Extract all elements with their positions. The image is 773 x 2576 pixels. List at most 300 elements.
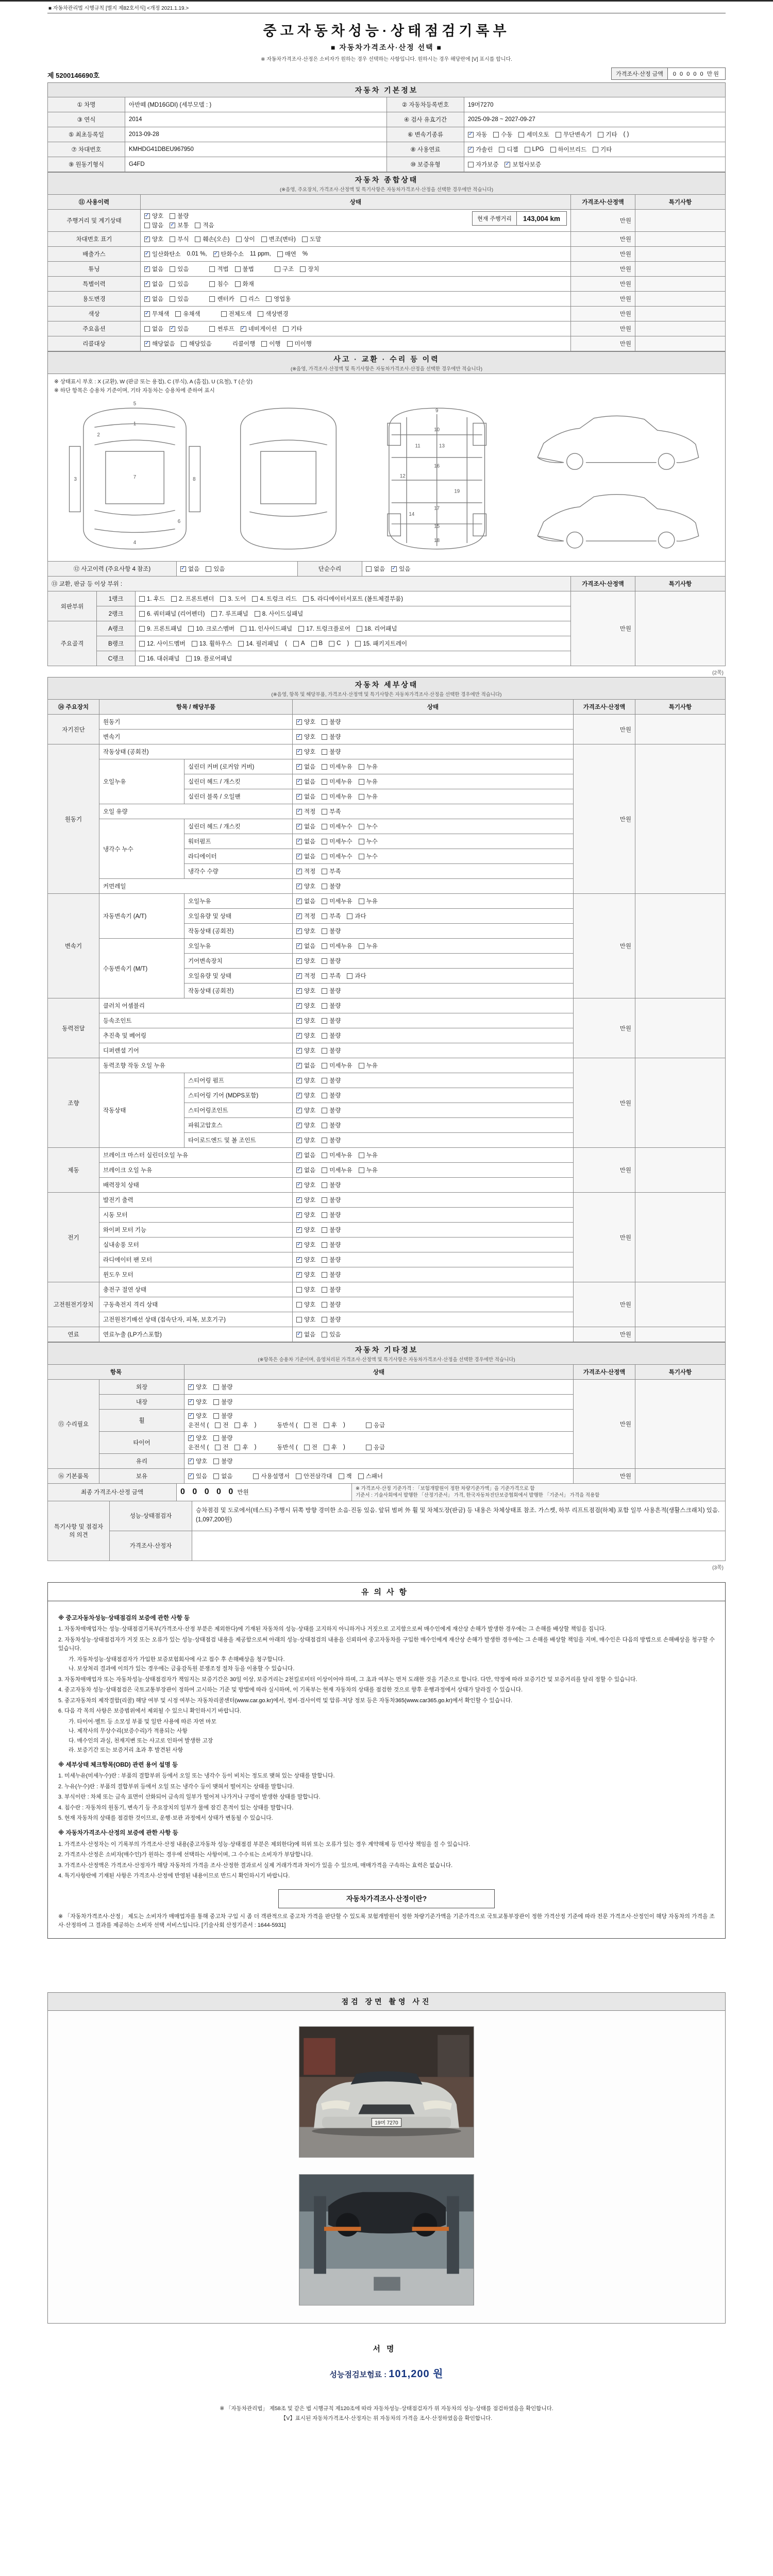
- checkbox-unchecked[interactable]: [556, 130, 592, 139]
- checkbox-unchecked[interactable]: [322, 1285, 341, 1294]
- section-title: 자동차 기본정보: [355, 86, 418, 94]
- checkbox-unchecked[interactable]: [322, 733, 341, 741]
- remarks-section: [47, 1501, 726, 1561]
- etc-row: [48, 1469, 726, 1484]
- checkbox-unchecked[interactable]: [238, 639, 279, 648]
- checkbox-unchecked[interactable]: [175, 310, 200, 318]
- checkbox-unchecked[interactable]: [298, 624, 350, 633]
- checkbox-label: 19. 플로어패널: [193, 656, 232, 662]
- notice-subitem: 라. 보증기간 또는 보증거리 초과 후 발견된 사항: [69, 1747, 183, 1754]
- checkbox-unchecked[interactable]: [221, 310, 251, 318]
- checkbox-checked[interactable]: [296, 1256, 315, 1264]
- checkbox-box: [234, 1445, 240, 1450]
- state-cell: [293, 1252, 574, 1267]
- checkbox-label: 불량: [221, 1413, 233, 1419]
- checkbox-unchecked[interactable]: [213, 1398, 232, 1406]
- checkbox-box: [296, 1167, 302, 1173]
- checkbox-checked[interactable]: [296, 1196, 315, 1204]
- notice-item: 3. 가격조사·산정액은 가격조사·산정자가 해당 자동차의 가격을 조사·산정한 결과로서 실제 거래가격과 차이가 있을 수 있으며, 매매가격을 구속하는 효력은 없습니다.: [58, 1862, 453, 1869]
- check-line: [296, 1136, 569, 1145]
- checkbox-unchecked[interactable]: [322, 1031, 341, 1040]
- checkbox-unchecked[interactable]: [322, 1181, 341, 1189]
- checkbox-label: 부식: [177, 236, 189, 243]
- checkbox-checked[interactable]: [296, 792, 315, 801]
- checkbox-unchecked[interactable]: [366, 1443, 385, 1451]
- checkbox-checked[interactable]: [296, 837, 315, 845]
- checkbox-checked[interactable]: [296, 1091, 315, 1099]
- checkbox-unchecked[interactable]: [255, 609, 303, 618]
- checkbox-unchecked[interactable]: [236, 235, 255, 243]
- checkbox-box: [296, 899, 302, 904]
- checkbox-box: [518, 132, 524, 138]
- checkbox-checked[interactable]: [296, 987, 315, 995]
- checkbox-unchecked[interactable]: [322, 807, 341, 816]
- checkbox-checked[interactable]: [296, 748, 315, 756]
- checkbox-unchecked[interactable]: [359, 1061, 378, 1070]
- checkbox-box: [139, 656, 145, 662]
- checkbox-checked[interactable]: [170, 325, 189, 333]
- checkbox-box: [235, 266, 241, 272]
- checkbox-unchecked[interactable]: [493, 130, 512, 139]
- checkbox-unchecked[interactable]: [324, 1443, 337, 1451]
- checkbox-unchecked[interactable]: [359, 1166, 378, 1174]
- checkbox-checked[interactable]: [296, 1136, 315, 1144]
- checkbox-box: [359, 899, 364, 904]
- remark-cell: [635, 1148, 726, 1193]
- checkbox-checked[interactable]: [144, 212, 163, 220]
- checkbox-unchecked[interactable]: [357, 624, 397, 633]
- checkbox-label: 누유: [366, 943, 378, 950]
- checkbox-unchecked[interactable]: [322, 972, 341, 980]
- checkbox-unchecked[interactable]: [234, 1443, 248, 1451]
- checkbox-box: [329, 641, 334, 647]
- checkbox-unchecked[interactable]: [277, 250, 296, 258]
- checkbox-unchecked[interactable]: [209, 280, 228, 288]
- checkbox-unchecked[interactable]: [139, 639, 186, 648]
- checkbox-unchecked[interactable]: [261, 340, 280, 348]
- checkbox-label: 불량: [329, 1018, 341, 1024]
- part-label: 라디에이터: [184, 849, 293, 864]
- checkbox-checked[interactable]: [391, 565, 410, 573]
- accident-history-label: ⑫ 사고이력 (주요사항 4 참조): [48, 562, 177, 577]
- checkbox-checked[interactable]: [213, 250, 244, 258]
- checkbox-box: [275, 266, 280, 272]
- checkbox-unchecked[interactable]: [329, 640, 341, 647]
- diagram-panel-number: 14: [409, 512, 415, 518]
- checkbox-checked[interactable]: [296, 852, 315, 860]
- checkbox-checked[interactable]: [296, 822, 315, 831]
- checkbox-unchecked[interactable]: [215, 1443, 228, 1451]
- checkbox-box: [170, 223, 175, 228]
- check-line: [139, 639, 567, 648]
- checkbox-checked[interactable]: [188, 1457, 207, 1465]
- checkbox-checked[interactable]: [144, 250, 181, 258]
- checkbox-unchecked[interactable]: [322, 897, 352, 905]
- checkbox-unchecked[interactable]: [302, 235, 321, 243]
- checkbox-unchecked[interactable]: [209, 265, 228, 273]
- checkbox-checked[interactable]: [296, 1016, 315, 1025]
- checkbox-unchecked[interactable]: [322, 1270, 341, 1279]
- checkbox-box: [170, 281, 175, 287]
- checkbox-unchecked[interactable]: [241, 624, 292, 633]
- notice-item: 6. 다음 각 목의 사항은 보증범위에서 제외될 수 있으니 확인하시기 바랍니다.: [58, 1708, 241, 1715]
- checkbox-checked[interactable]: [296, 927, 315, 935]
- checkbox-checked[interactable]: [296, 957, 315, 965]
- checkbox-unchecked[interactable]: [188, 624, 234, 633]
- checkbox-checked[interactable]: [170, 221, 189, 229]
- checkbox-checked[interactable]: [296, 1330, 315, 1338]
- section-note: (※항목은 승용차 기준이며, 음영처리된 가격조사·산정액 및 특기사항은 자동차가격조사·산정을 선택한 경우에만 적습니다): [258, 1357, 515, 1363]
- price-cell: 만원: [571, 321, 635, 336]
- diagram-panel-number: 16: [434, 463, 440, 469]
- checkbox-unchecked[interactable]: [322, 1196, 341, 1204]
- checkbox-unchecked[interactable]: [234, 1421, 248, 1429]
- checkbox-unchecked[interactable]: [366, 565, 385, 573]
- checkbox-checked[interactable]: [296, 718, 315, 726]
- checkbox-unchecked[interactable]: [186, 654, 232, 663]
- checkbox-unchecked[interactable]: [144, 325, 163, 333]
- checkbox-unchecked[interactable]: [139, 609, 205, 618]
- checkbox-unchecked[interactable]: [213, 1412, 232, 1420]
- checkbox-unchecked[interactable]: [170, 265, 189, 273]
- checkbox-checked[interactable]: [296, 882, 315, 890]
- checkbox-unchecked[interactable]: [283, 325, 302, 333]
- checkbox-unchecked[interactable]: [347, 972, 366, 980]
- checkbox-unchecked[interactable]: [598, 130, 617, 139]
- notice-item: 4. 침수란 : 자동차의 원동기, 변속기 등 주요장치의 일부가 물에 잠긴 흔적이 있는 상태를 말합니다.: [58, 1804, 294, 1811]
- state-cell: [293, 954, 574, 969]
- checkbox-checked[interactable]: [296, 1241, 315, 1249]
- checkbox-checked[interactable]: [296, 1031, 315, 1040]
- checkbox-unchecked[interactable]: [296, 1300, 315, 1309]
- checkbox-unchecked[interactable]: [304, 1421, 317, 1429]
- checkbox-unchecked[interactable]: [322, 748, 341, 756]
- checkbox-unchecked[interactable]: [468, 160, 498, 168]
- checkbox-unchecked[interactable]: [322, 1076, 341, 1084]
- checkbox-unchecked[interactable]: [518, 130, 549, 139]
- notice-title: 유의사항: [48, 1583, 725, 1601]
- checkbox-unchecked[interactable]: [303, 595, 403, 603]
- state-cell: [141, 210, 571, 232]
- state-cell: [293, 1073, 574, 1088]
- checkbox-label: 불량: [329, 734, 341, 740]
- checkbox-unchecked[interactable]: [300, 265, 319, 273]
- checkbox-checked[interactable]: [296, 1106, 315, 1114]
- checkbox-box: [296, 1033, 302, 1039]
- checkbox-unchecked[interactable]: [322, 1002, 341, 1010]
- checkbox-unchecked[interactable]: [213, 1434, 232, 1442]
- checkbox-checked[interactable]: [188, 1434, 207, 1442]
- checkbox-checked[interactable]: [296, 1151, 315, 1159]
- checkbox-unchecked[interactable]: [322, 1241, 341, 1249]
- checkbox-checked[interactable]: [188, 1472, 207, 1480]
- checkbox-checked[interactable]: [296, 912, 315, 920]
- checkbox-checked[interactable]: [296, 1076, 315, 1084]
- checkbox-unchecked[interactable]: [322, 1151, 352, 1159]
- checkbox-box: [598, 132, 603, 138]
- checkbox-unchecked[interactable]: [195, 221, 214, 229]
- checkbox-box: [322, 839, 327, 844]
- checkbox-box: [322, 913, 327, 919]
- footer: [47, 2404, 726, 2424]
- checkbox-unchecked[interactable]: [322, 822, 352, 831]
- inline-text: ): [343, 1422, 345, 1428]
- odometer-label: 현재 주행거리: [473, 212, 517, 225]
- price-cell: 만원: [571, 591, 635, 666]
- checkbox-unchecked[interactable]: [252, 595, 297, 603]
- checkbox-unchecked[interactable]: [258, 310, 288, 318]
- checkbox-box: [311, 641, 317, 647]
- checkbox-unchecked[interactable]: [359, 942, 378, 950]
- checkbox-unchecked[interactable]: [235, 280, 254, 288]
- checkbox-unchecked[interactable]: [347, 912, 366, 920]
- checkbox-unchecked[interactable]: [261, 235, 296, 243]
- checkbox-unchecked[interactable]: [213, 1383, 232, 1391]
- checkbox-unchecked[interactable]: [359, 777, 378, 786]
- checkbox-unchecked[interactable]: [144, 221, 163, 229]
- checkbox-box: [296, 1153, 302, 1158]
- checkbox-unchecked[interactable]: [322, 1300, 341, 1309]
- checkbox-box: [550, 147, 556, 152]
- checkbox-checked[interactable]: [296, 807, 315, 816]
- checkbox-unchecked[interactable]: [209, 295, 234, 303]
- checkbox-unchecked[interactable]: [366, 1421, 385, 1429]
- checkbox-unchecked[interactable]: [211, 609, 248, 618]
- checkbox-box: [296, 1473, 301, 1479]
- detail-row: [48, 715, 726, 730]
- checkbox-label: 미세누수: [329, 839, 352, 845]
- checkbox-unchecked[interactable]: [241, 295, 260, 303]
- checkbox-checked[interactable]: [144, 310, 169, 318]
- notice-item: 2. 자동차성능·상태점검자가 거짓 또는 오류가 있는 성능·상태점검 내용을 제공함으로써 아래의 성능·상태점검의 내용을 신뢰하여 중고자동차를 구입한 매수인에게 재산상 손해가 발생한 경우에는 그 손해를 배상할 책임을 지며, 매수인은 다음의 방법으로 손해배상을 청구할 수 있습니다.: [58, 1636, 715, 1652]
- page-title: 중고자동차성능·상태점검기록부: [263, 23, 510, 39]
- checkbox-checked[interactable]: [180, 565, 199, 573]
- checkbox-box: [366, 1422, 372, 1428]
- checkbox-unchecked[interactable]: [322, 942, 352, 950]
- checkbox-unchecked[interactable]: [170, 280, 189, 288]
- checkbox-unchecked[interactable]: [322, 1166, 352, 1174]
- checkbox-unchecked[interactable]: [181, 340, 211, 348]
- checkbox-unchecked[interactable]: [266, 295, 291, 303]
- checkbox-unchecked[interactable]: [213, 1457, 232, 1465]
- checkbox-checked[interactable]: [296, 1046, 315, 1055]
- checkbox-unchecked[interactable]: [195, 235, 229, 243]
- checkbox-unchecked[interactable]: [358, 1472, 383, 1480]
- item-label: 수동변속기 (M/T): [99, 939, 184, 998]
- checkbox-unchecked[interactable]: [322, 1315, 341, 1324]
- price-cell: 만원: [571, 336, 635, 351]
- checkbox-unchecked[interactable]: [355, 639, 407, 648]
- checkbox-unchecked[interactable]: [322, 1106, 341, 1114]
- check-line: [296, 941, 569, 951]
- checkbox-unchecked[interactable]: [525, 146, 544, 152]
- checkbox-unchecked[interactable]: [322, 867, 341, 875]
- checkbox-checked[interactable]: [144, 295, 163, 303]
- checkbox-checked[interactable]: [296, 942, 315, 950]
- checkbox-label: 있음: [177, 281, 189, 287]
- checkbox-checked[interactable]: [505, 160, 541, 168]
- checkbox-label: 누유: [366, 1153, 378, 1159]
- checkbox-unchecked[interactable]: [359, 897, 378, 905]
- checkbox-unchecked[interactable]: [322, 912, 341, 920]
- checkbox-checked[interactable]: [296, 1270, 315, 1279]
- checkbox-unchecked[interactable]: [215, 1421, 228, 1429]
- checkbox-checked[interactable]: [144, 340, 175, 348]
- checkbox-unchecked[interactable]: [593, 145, 612, 154]
- checkbox-unchecked[interactable]: [322, 1226, 341, 1234]
- checkbox-unchecked[interactable]: [311, 640, 323, 647]
- checkbox-unchecked[interactable]: [275, 265, 294, 273]
- checkbox-box: [220, 596, 226, 602]
- checkbox-unchecked[interactable]: [359, 1151, 378, 1159]
- checkbox-label: 미세누수: [329, 824, 352, 830]
- checkbox-unchecked[interactable]: [359, 852, 378, 860]
- checkbox-unchecked[interactable]: [322, 852, 352, 860]
- checkbox-unchecked[interactable]: [253, 1472, 290, 1480]
- remark-header: 특기사항: [635, 577, 726, 591]
- checkbox-unchecked[interactable]: [296, 1315, 315, 1324]
- checkbox-unchecked[interactable]: [322, 957, 341, 965]
- diagram-legend-1: ※ 상태표시 부호 : X (교환), W (판금 또는 용접), C (부식), A (흠집), U (요철), T (손상): [54, 379, 253, 385]
- checkbox-checked[interactable]: [296, 777, 315, 786]
- checkbox-unchecked[interactable]: [322, 927, 341, 935]
- item-label: 자동변속기 (A/T): [99, 894, 184, 939]
- item-label: 등속조인트: [99, 1013, 293, 1028]
- state-cell: [293, 1282, 574, 1297]
- checkbox-box: [188, 1413, 194, 1419]
- checkbox-box: [211, 611, 217, 617]
- checkbox-box: [296, 1138, 302, 1143]
- remarks-text: [192, 1531, 726, 1561]
- checkbox-unchecked[interactable]: [170, 212, 189, 220]
- checkbox-checked[interactable]: [296, 867, 315, 875]
- checkbox-box: [296, 1197, 302, 1203]
- checkbox-label: 훼손(오손): [203, 236, 230, 243]
- price-header: 가격조사·산정액: [571, 577, 635, 591]
- checkbox-checked[interactable]: [296, 1121, 315, 1129]
- device-group-label: 제동: [48, 1148, 99, 1193]
- checkbox-box: [213, 1435, 219, 1441]
- diagram-panel-number: 18: [434, 538, 440, 544]
- checkbox-unchecked[interactable]: [550, 145, 587, 154]
- state-cell: [293, 1238, 574, 1252]
- checkbox-box: [296, 824, 302, 829]
- checkbox-unchecked[interactable]: [139, 624, 182, 633]
- checkbox-checked[interactable]: [296, 762, 315, 771]
- checkbox-label: 무단변속기: [563, 132, 592, 138]
- checkbox-unchecked[interactable]: [322, 1046, 341, 1055]
- remark-cell: [635, 1058, 726, 1148]
- check-line: [144, 264, 567, 274]
- checkbox-checked[interactable]: [144, 235, 163, 243]
- checkbox-unchecked[interactable]: [322, 1091, 341, 1099]
- checkbox-unchecked[interactable]: [322, 718, 341, 726]
- checkbox-unchecked[interactable]: [322, 987, 341, 995]
- checkbox-unchecked[interactable]: [322, 882, 341, 890]
- checkbox-unchecked[interactable]: [192, 639, 232, 648]
- checkbox-unchecked[interactable]: [170, 235, 189, 243]
- checkbox-unchecked[interactable]: [139, 654, 180, 663]
- checkbox-checked[interactable]: [188, 1383, 207, 1391]
- final-price-value: [177, 1484, 352, 1501]
- checkbox-unchecked[interactable]: [322, 1136, 341, 1144]
- checkbox-unchecked[interactable]: [296, 1285, 315, 1294]
- checkbox-label: 양호: [304, 1123, 316, 1129]
- checkbox-unchecked[interactable]: [322, 762, 352, 771]
- lift-post: [314, 2196, 326, 2274]
- checkbox-unchecked[interactable]: [339, 1472, 352, 1480]
- check-line: [296, 1001, 569, 1010]
- checkbox-unchecked[interactable]: [322, 1121, 341, 1129]
- checkbox-unchecked[interactable]: [324, 1421, 337, 1429]
- checkbox-checked[interactable]: [188, 1398, 207, 1406]
- checkbox-unchecked[interactable]: [139, 595, 165, 603]
- state-cell: [293, 1148, 574, 1163]
- checkbox-checked[interactable]: [296, 1211, 315, 1219]
- checkbox-unchecked[interactable]: [322, 1330, 341, 1338]
- checkbox-checked[interactable]: [296, 1226, 315, 1234]
- notice-item: 4. 중고자동차 성능·상태점검은 국토교통부장관이 정하여 고시하는 기준 및 방법에 따라 실시하며, 이 기록부는 현재 자동차의 상태를 점검한 것으로 향후 운행과정에서 상태가 달라질 수 있습니다.: [58, 1687, 523, 1693]
- checkbox-checked[interactable]: [468, 145, 493, 154]
- checkbox-unchecked[interactable]: [206, 565, 225, 573]
- checkbox-checked[interactable]: [144, 265, 163, 273]
- checkbox-checked[interactable]: [296, 1181, 315, 1189]
- checkbox-checked[interactable]: [296, 1061, 315, 1070]
- checkbox-unchecked[interactable]: [322, 1256, 341, 1264]
- checkbox-checked[interactable]: [296, 1166, 315, 1174]
- checkbox-unchecked[interactable]: [322, 1061, 352, 1070]
- checkbox-unchecked[interactable]: [287, 340, 312, 348]
- checkbox-unchecked[interactable]: [322, 837, 352, 845]
- checkbox-unchecked[interactable]: [213, 1472, 232, 1480]
- checkbox-box: [296, 869, 302, 874]
- checkbox-unchecked[interactable]: [359, 792, 378, 801]
- checkbox-unchecked[interactable]: [235, 265, 254, 273]
- checkbox-checked[interactable]: [241, 325, 277, 333]
- checkbox-unchecked[interactable]: [499, 145, 518, 154]
- checkbox-checked[interactable]: [296, 1002, 315, 1010]
- checkbox-unchecked[interactable]: [359, 822, 378, 831]
- checkbox-unchecked[interactable]: [304, 1443, 317, 1451]
- checkbox-unchecked[interactable]: [296, 1472, 332, 1480]
- notice-item: 1. 미세누유(미세누수)란 : 부품의 결합부위 등에서 오일 또는 냉각수 등이 비치는 정도로 맺혀 있는 상태를 말합니다.: [58, 1773, 335, 1780]
- checkbox-checked[interactable]: [144, 280, 163, 288]
- checkbox-unchecked[interactable]: [170, 295, 189, 303]
- overall-row: [48, 262, 726, 277]
- checkbox-unchecked[interactable]: [209, 325, 234, 333]
- checkbox-unchecked[interactable]: [322, 1211, 341, 1219]
- checkbox-checked[interactable]: [296, 972, 315, 980]
- checkbox-unchecked[interactable]: [359, 837, 378, 845]
- checkbox-unchecked[interactable]: [220, 595, 246, 603]
- checkbox-checked[interactable]: [296, 733, 315, 741]
- checkbox-checked[interactable]: [468, 130, 487, 139]
- checkbox-unchecked[interactable]: [322, 792, 352, 801]
- checkbox-label: 없음: [374, 566, 385, 572]
- checkbox-unchecked[interactable]: [293, 640, 305, 647]
- checkbox-unchecked[interactable]: [322, 1016, 341, 1025]
- checkbox-checked[interactable]: [296, 897, 315, 905]
- checkbox-box: [296, 764, 302, 770]
- column-header: 항목 / 해당부품: [99, 700, 293, 715]
- checkbox-unchecked[interactable]: [171, 595, 214, 603]
- title-block: [47, 13, 726, 63]
- device-group-label: 변속기: [48, 894, 99, 998]
- checkbox-checked[interactable]: [188, 1412, 207, 1420]
- checkbox-unchecked[interactable]: [322, 777, 352, 786]
- checkbox-box: [144, 311, 150, 317]
- checkbox-unchecked[interactable]: [359, 762, 378, 771]
